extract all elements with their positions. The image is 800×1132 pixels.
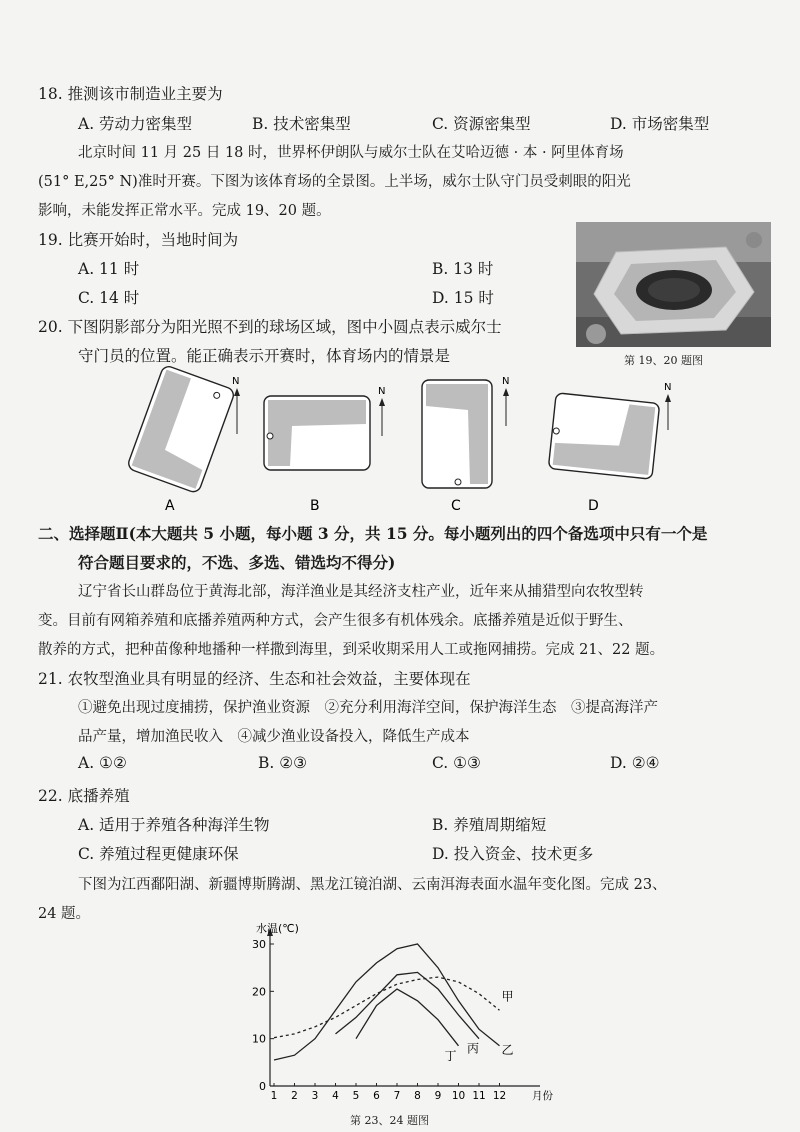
series-label-甲: 甲: [501, 989, 514, 1004]
svg-text:A: A: [165, 498, 175, 514]
y-axis-label: 水温(℃): [256, 922, 299, 935]
q21-items-line2: 品产量，增加渔民收入 ④减少渔业设备投入，降低生产成本: [78, 729, 470, 745]
q18-option-c: C. 资源密集型: [432, 115, 531, 133]
x-tick-label: 6: [373, 1090, 380, 1102]
q19-option-d: D. 15 时: [432, 289, 494, 307]
q22-option-b: B. 养殖周期缩短: [432, 816, 547, 834]
q21-option-b: B. ②③: [258, 754, 308, 772]
q20-line2: 守门员的位置。能正确表示开赛时，体育场内的情景是: [78, 347, 451, 365]
diagram-b: [264, 396, 370, 470]
north-arrow-a: [232, 376, 240, 434]
x-axis-label: 月份: [532, 1090, 553, 1102]
x-tick-label: 2: [291, 1090, 298, 1102]
north-arrow-c: [502, 376, 509, 426]
x-tick-label: 8: [414, 1090, 421, 1102]
x-tick-label: 10: [451, 1090, 466, 1102]
q22-option-c: C. 养殖过程更健康环保: [78, 845, 239, 863]
series-line-丁: [356, 989, 459, 1046]
stadium-photo: [576, 222, 771, 347]
y-tick-label: 10: [252, 1032, 266, 1046]
series-label-丙: 丙: [467, 1041, 480, 1056]
north-arrow-b: [378, 386, 385, 436]
series-line-乙: [274, 944, 500, 1060]
q18-option-d: D. 市场密集型: [610, 115, 710, 133]
x-tick-label: 9: [434, 1090, 442, 1102]
passage1-line2: (51° E,25° N)准时开赛。下图为该体育场的全景图。上半场，威尔士队守门员受刺眼的阳光: [38, 174, 631, 190]
q21-stem: 21. 农牧型渔业具有明显的经济、生态和社会效益，主要体现在: [38, 670, 471, 688]
diagram-a: [127, 365, 236, 494]
q22-option-a: A. 适用于养殖各种海洋生物: [78, 816, 270, 834]
y-tick-label: 20: [252, 985, 266, 999]
svg-text:C: C: [451, 498, 461, 514]
q19-option-c: C. 14 时: [78, 289, 140, 307]
svg-text:B: B: [310, 498, 320, 514]
q20-line1: 20. 下图阴影部分为阳光照不到的球场区域，图中小圆点表示威尔士: [38, 318, 502, 336]
passage2-line1: 辽宁省长山群岛位于黄海北部，海洋渔业是其经济支柱产业，近年来从捕猎型向农牧型转: [78, 584, 644, 600]
x-tick-label: 7: [393, 1090, 401, 1102]
passage3-line1: 下图为江西鄱阳湖、新疆博斯腾湖、黑龙江镜泊湖、云南洱海表面水温年变化图。完成 23、: [78, 877, 667, 893]
svg-text:N: N: [502, 376, 510, 387]
q20-option-diagrams: [120, 362, 680, 522]
q19-stem: 19. 比赛开始时，当地时间为: [38, 231, 239, 249]
diagram-c: [422, 380, 492, 488]
diagram-d: [548, 393, 659, 479]
svg-text:N: N: [232, 376, 240, 387]
passage1-line1: 北京时间 11 月 25 日 18 时，世界杯伊朗队与威尔士队在艾哈迈德 · 本 · 阿里体育场: [78, 145, 624, 161]
q18-option-b: B. 技术密集型: [252, 115, 351, 133]
section2-heading-line2: 符合题目要求的，不选、多选、错选均不得分): [78, 553, 396, 572]
q21-items-line1: ①避免出现过度捕捞，保护渔业资源 ②充分利用海洋空间，保护海洋生态 ③提高海洋产: [78, 700, 658, 716]
x-tick-label: 1: [270, 1090, 278, 1102]
x-tick-label: 11: [472, 1090, 486, 1102]
q19-option-b: B. 13 时: [432, 260, 494, 278]
x-tick-label: 5: [352, 1090, 360, 1102]
passage2-line2: 变。目前有网箱养殖和底播养殖两种方式，会产生很多有机体残余。底播养殖是近似于野生、: [38, 613, 633, 629]
section2-heading-line1: 二、选择题Ⅱ(本大题共 5 小题，每小题 3 分，共 15 分。每小题列出的四个备选项中只有一个是: [38, 524, 708, 543]
q22-option-d: D. 投入资金、技术更多: [432, 845, 594, 863]
svg-text:N: N: [378, 386, 386, 397]
y-tick-label: 30: [252, 938, 266, 951]
y-tick-label: 0: [259, 1080, 266, 1093]
q21-option-c: C. ①③: [432, 754, 481, 772]
north-arrow-d: [664, 382, 671, 430]
svg-text:N: N: [664, 382, 672, 393]
passage2-line3: 散养的方式，把种苗像种地播种一样撒到海里，到采收期采用人工或拖网捕捞。完成 21、22 题。: [38, 642, 665, 658]
photo-caption: 第 19、20 题图: [624, 354, 703, 367]
x-tick-label: 3: [311, 1090, 319, 1102]
svg-text:D: D: [588, 498, 599, 514]
passage3-line2: 24 题。: [38, 906, 91, 922]
q22-stem: 22. 底播养殖: [38, 787, 130, 805]
q19-option-a: A. 11 时: [78, 260, 140, 278]
q18-stem: 18. 推测该市制造业主要为: [38, 85, 223, 103]
q21-option-d: D. ②④: [610, 754, 660, 772]
series-label-乙: 乙: [501, 1042, 514, 1057]
water-temp-chart: [220, 920, 560, 1120]
series-label-丁: 丁: [444, 1048, 457, 1063]
x-tick-label: 12: [492, 1090, 507, 1102]
chart-caption: 第 23、24 题图: [350, 1114, 429, 1127]
passage1-line3: 影响，未能发挥正常水平。完成 19、20 题。: [38, 203, 331, 219]
q21-option-a: A. ①②: [78, 754, 127, 772]
x-tick-label: 4: [332, 1090, 339, 1102]
q18-option-a: A. 劳动力密集型: [78, 115, 193, 133]
